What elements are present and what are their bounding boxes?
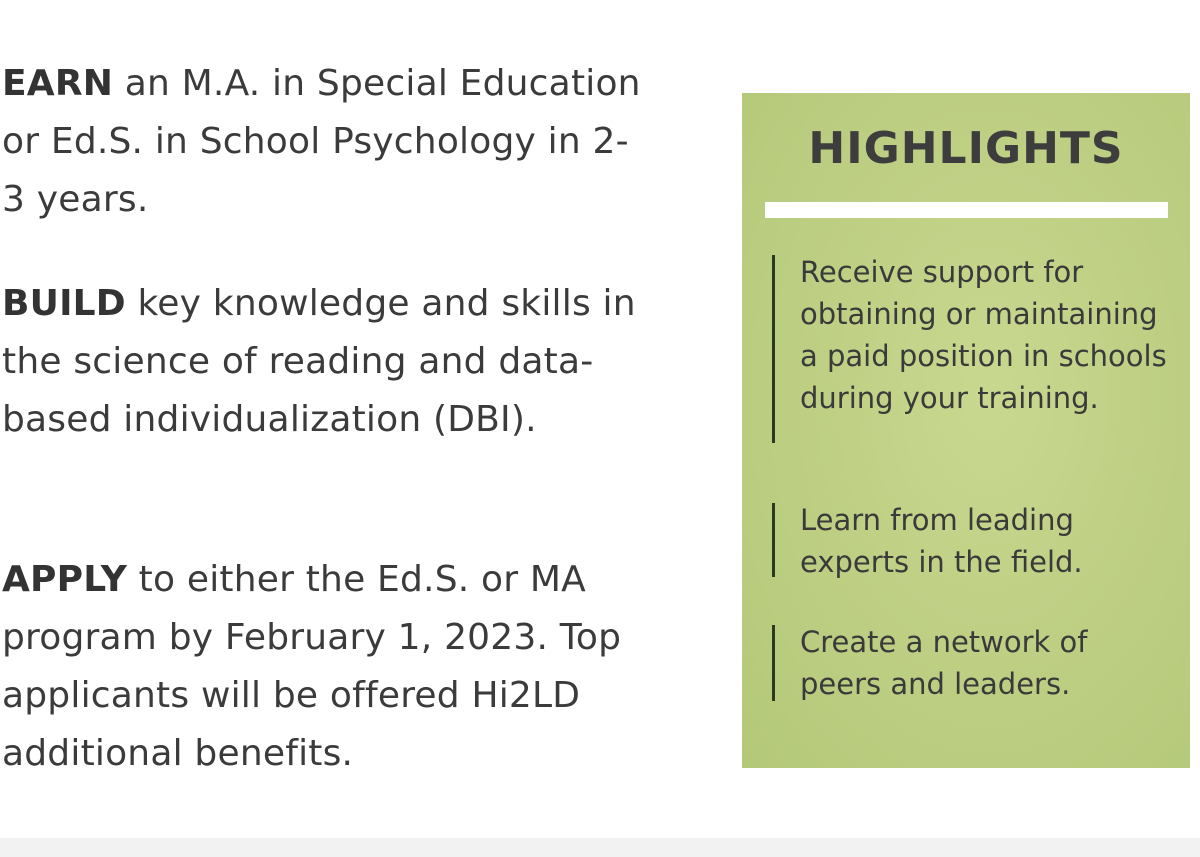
highlight-bar: [772, 255, 775, 443]
earn-paragraph: [2, 55, 642, 229]
earn-lead: EARN: [2, 63, 114, 104]
highlight-item: [772, 251, 1172, 419]
bottom-strip: [0, 838, 1200, 857]
build-lead: BUILD: [2, 283, 126, 324]
highlight-text: Learn from leading experts in the field.: [800, 503, 1083, 579]
highlights-title: HIGHLIGHTS: [808, 123, 1124, 174]
apply-text: to either the Ed.S. or MA program by February 1, 2023. Top applicants will be offered Hi2LD additional benefits.: [2, 559, 622, 774]
apply-paragraph: [2, 551, 682, 783]
apply-lead: APPLY: [2, 559, 128, 600]
build-paragraph: [2, 275, 682, 449]
highlight-item: [772, 621, 1172, 705]
highlight-item: [772, 499, 1172, 583]
earn-text: an M.A. in Special Education or Ed.S. in School Psychology in 2-3 years.: [2, 63, 641, 220]
highlight-text: Create a network of peers and leaders.: [800, 625, 1088, 701]
highlight-bar: [772, 503, 775, 577]
highlight-text: Receive support for obtaining or maintaining a paid position in schools during your training.: [800, 255, 1167, 415]
build-text: key knowledge and skills in the science of reading and data-based individualization (DBI).: [2, 283, 636, 440]
highlights-panel: [742, 93, 1190, 768]
highlights-divider: [765, 202, 1168, 218]
highlight-bar: [772, 625, 775, 701]
